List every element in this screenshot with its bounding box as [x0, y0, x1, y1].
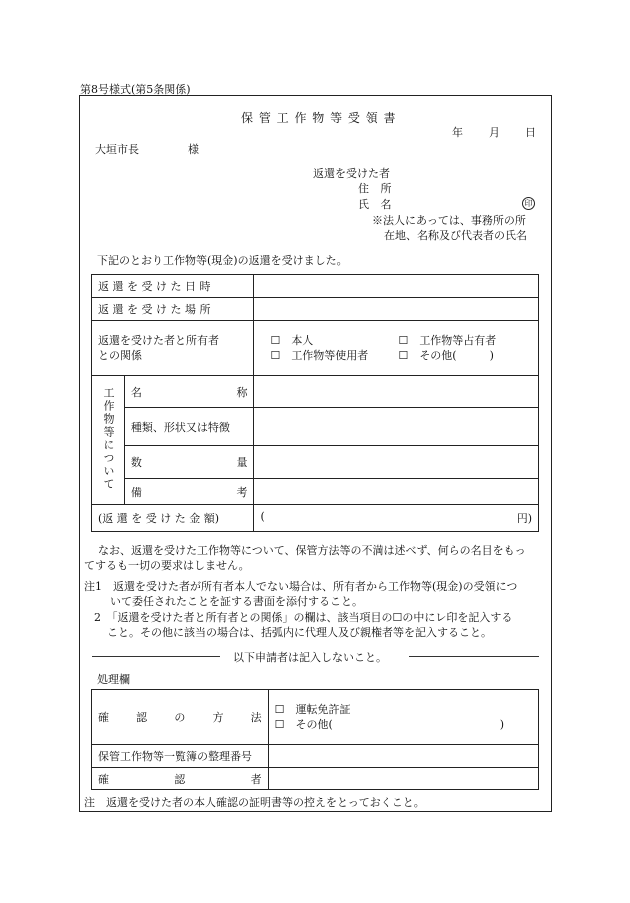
amount-unit: 円)	[516, 512, 532, 525]
statement-line1: なお、返還を受けた工作物等について、保管方法等の不満は述べず、何らの名目をもっ	[98, 544, 526, 557]
checkbox-icon[interactable]: ☐	[398, 349, 409, 362]
option-license-label: 運転免許証	[295, 703, 351, 716]
item-name-label	[124, 376, 254, 408]
checkbox-icon[interactable]: ☐	[270, 349, 281, 362]
intro-text: 下記のとおり工作物等(現金)の返還を受けました。	[97, 254, 348, 267]
table-row	[92, 376, 539, 408]
corporate-note-line2: 在地、名称及び代表者の氏名	[384, 229, 527, 242]
relation-label	[92, 321, 254, 376]
divider-text: 以下申請者は記入しないこと。	[233, 651, 387, 664]
processing-heading: 処理欄	[97, 673, 130, 686]
date-year: 年	[452, 126, 463, 139]
option-other-label: その他( )	[419, 349, 494, 362]
divider-rule-right	[409, 656, 539, 657]
item-remarks-char2: 考	[236, 485, 248, 499]
table-row	[92, 408, 539, 446]
confirm-char3: の	[174, 711, 186, 724]
option-self-label: 本人	[291, 334, 314, 347]
checkbox-icon[interactable]: ☐	[270, 334, 281, 347]
item-qty-label	[124, 446, 254, 479]
checkbox-icon[interactable]: ☐	[398, 334, 409, 347]
item-qty-char2: 量	[236, 456, 248, 469]
receipt-table	[91, 274, 539, 532]
item-name-char2: 称	[236, 385, 248, 399]
note2-line1: 2 「返還を受けた者と所有者との関係」の欄は、該当項目の☐の中にレ印を記入する	[94, 611, 513, 624]
ledger-number-field[interactable]	[268, 745, 538, 768]
table-row	[92, 479, 539, 505]
processing-table	[91, 689, 539, 790]
seal-mark: 印	[522, 196, 535, 210]
option-user[interactable]	[270, 348, 398, 363]
document-title: 保 管 工 作 物 等 受 領 書	[241, 111, 397, 125]
item-remarks-field[interactable]	[254, 479, 539, 505]
date-day: 日	[525, 126, 536, 139]
relation-label-line2: との関係	[98, 349, 142, 362]
recipient-address-label: 住 所	[358, 182, 396, 195]
amount-label: (返 還 を 受 け た 金 額)	[92, 505, 254, 532]
confirm-char1: 確	[98, 711, 109, 724]
checkbox-icon[interactable]: ☐	[274, 718, 285, 731]
option-other-id[interactable]	[275, 717, 532, 732]
confirm-method-label	[92, 690, 269, 745]
confirm-char4: 方	[212, 711, 224, 724]
table-row	[92, 321, 539, 376]
confirmer-char1: 確	[98, 772, 109, 786]
confirm-method-options	[268, 690, 538, 745]
confirmer-char2: 認	[174, 772, 186, 786]
recipient-heading: 返還を受けた者	[313, 167, 390, 180]
table-row	[92, 505, 539, 532]
confirm-char2: 認	[136, 711, 148, 724]
table-row	[92, 298, 539, 321]
return-datetime-label: 返 還 を 受 け た 日 時	[92, 275, 254, 298]
note1-line1: 注1 返還を受けた者が所有者本人でない場合は、所有者から工作物等(現金)の受領につ	[84, 580, 518, 593]
return-datetime-field[interactable]	[254, 275, 539, 298]
footer-note: 注 返還を受けた者の本人確認の証明書等の控えをとっておくこと。	[84, 796, 425, 809]
return-place-field[interactable]	[254, 298, 539, 321]
corporate-note-line1: ※法人にあっては、事務所の所	[372, 214, 526, 227]
option-occupant-label: 工作物等占有者	[419, 334, 497, 347]
divider-rule-left	[92, 656, 220, 657]
option-self[interactable]	[270, 333, 398, 348]
table-row	[92, 275, 539, 298]
table-row	[92, 446, 539, 479]
amount-field[interactable]	[254, 505, 539, 532]
table-row	[92, 690, 539, 745]
relation-label-line1: 返還を受けた者と所有者	[98, 334, 219, 347]
about-items-label	[92, 376, 125, 505]
note1-line2: いて委任されたことを証する書面を添付すること。	[110, 595, 363, 608]
option-occupant[interactable]	[398, 333, 496, 348]
option-other-id-label: その他(	[295, 718, 333, 731]
relation-options	[254, 321, 539, 376]
item-type-label: 種類、形状又は特徴	[124, 408, 254, 446]
form-number: 第8号様式(第5条関係)	[80, 83, 191, 96]
option-other[interactable]	[398, 348, 493, 363]
option-license[interactable]	[275, 702, 532, 717]
item-qty-char1: 数	[130, 456, 142, 469]
table-row	[92, 768, 539, 790]
option-other-close: )	[499, 718, 504, 731]
recipient-name-label: 氏 名	[358, 198, 396, 211]
return-place-label: 返 還 を 受 け た 場 所	[92, 298, 254, 321]
item-qty-field[interactable]	[254, 446, 539, 479]
option-user-label: 工作物等使用者	[291, 349, 369, 362]
about-items-vertical: 工作物等について	[101, 386, 115, 491]
checkbox-icon[interactable]: ☐	[274, 703, 285, 716]
statement-line2: てするも一切の要求はしません。	[84, 559, 250, 572]
table-row	[92, 745, 539, 768]
item-remarks-char1: 備	[130, 485, 142, 499]
date-month: 月	[489, 126, 500, 139]
amount-open-paren: (	[260, 510, 265, 523]
confirm-char5: 法	[250, 711, 262, 724]
item-name-char1: 名	[130, 385, 142, 399]
confirmer-field[interactable]	[268, 768, 538, 790]
addressee-name: 大垣市長	[95, 143, 139, 156]
item-name-field[interactable]	[254, 376, 539, 408]
item-type-field[interactable]	[254, 408, 539, 446]
note2-line2: こと。その他に該当の場合は、括弧内に代理人及び親権者等を記入すること。	[107, 626, 492, 639]
addressee-honorific: 様	[188, 143, 199, 156]
confirmer-label	[92, 768, 269, 790]
ledger-number-label: 保管工作物等一覧簿の整理番号	[92, 745, 269, 768]
confirmer-char3: 者	[250, 772, 262, 786]
item-remarks-label	[124, 479, 254, 505]
